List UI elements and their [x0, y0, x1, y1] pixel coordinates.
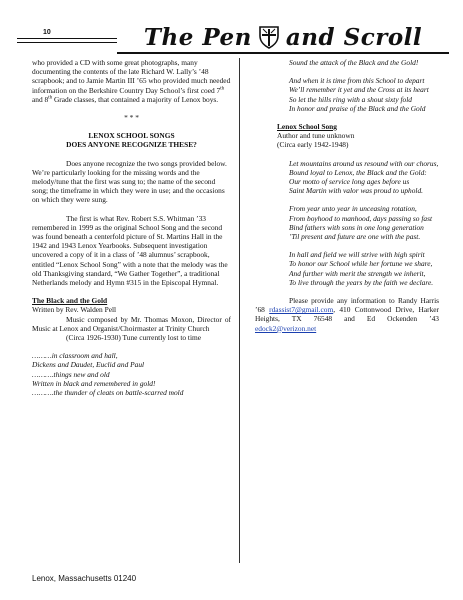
song2-verse-line: Let mountains around us resound with our chorus, — [289, 158, 439, 168]
section-heading-line1: LENOX SCHOOL SONGS — [88, 131, 175, 141]
song1-music: Music composed by Mr. Thomas Moxon, Director of Music at Lenox and Organist/Choirmaster at Trinity Church — [32, 314, 231, 333]
masthead-title — [117, 22, 449, 52]
header-rule-bottom — [17, 42, 117, 43]
right-column — [255, 58, 439, 333]
shield-crest-icon — [258, 25, 280, 49]
contact-paragraph: Please provide any information to Randy Harris ’68 rdassist7@gmail.com, 410 Cottonwood Drive, Harker Heights, TX 76548 and Ed Ockenden ’43 edock2@verizon.net — [255, 296, 440, 333]
song2-verse-line: Our motto of service long ages before us — [289, 177, 410, 187]
masthead-text-after: and Scroll — [285, 23, 423, 51]
song2-author: Author and tune unknown — [277, 131, 355, 141]
song1-verse-line: Dickens and Daudet, Euclid and Paul — [32, 360, 145, 370]
song2-circa: (Circa early 1942-1948) — [277, 140, 349, 150]
song1-verse-line: Sound the attack of the Black and the Gold! — [289, 58, 419, 67]
song1-author: Written by Rev. Walden Pell — [32, 305, 117, 315]
song2-verse-line: From boyhood to manhood, days passing so fast — [289, 213, 433, 223]
song2-verse-line: In hall and field we will strive with high spirit — [289, 250, 425, 260]
song1-verse-line: ………in classroom and hall, — [32, 351, 118, 361]
song2-verse-line: Bind fathers with sons in one long generation — [289, 222, 424, 232]
left-column — [32, 58, 231, 397]
song1-verse-line: So let the hills ring with a shout sixty fold — [289, 94, 412, 104]
body-paragraph-1: Does anyone recognize the two songs provided below. We’re particularly looking for the missing words and the melody/tune that the first was sung to; the name of the second song; the timeframe in which they were in use; and the occasions on which they were sung. — [32, 158, 227, 205]
song1-circa: (Circa 1926-1930) Tune currently lost to time — [66, 333, 202, 343]
footer-location: Lenox, Massachusetts 01240 — [32, 574, 137, 583]
song2-verse-line: To live through the years by the faith we declare. — [289, 277, 434, 287]
masthead-text-before: The Pen — [143, 23, 252, 51]
song2-verse-line: Bound loyal to Lenox, the Black and the Gold: — [289, 167, 427, 177]
song1-verse-line: And when it is time from this School to depart — [289, 76, 425, 86]
page-number: 10 — [43, 29, 51, 36]
song2-verse-line: ’Til present and future are one with the past. — [289, 232, 421, 242]
page-header — [17, 20, 449, 56]
song2-verse-line: To honor our School while her fortune we share, — [289, 259, 433, 269]
song1-verse-line: ……….things new and old — [32, 369, 110, 379]
intro-paragraph: who provided a CD with some great photographs, many documenting the contents of the late Richard W. Lally’s ’48 scrapbook; and to Jamie Martin III ’65 who provided much needed information on the Berkshire Country Day School’s first coed 7th and 8th Grade classes, that contained a majority of Lenox boys. — [32, 58, 231, 104]
song2-verse-line: Saint Martin with valor was proud to uphold. — [289, 186, 423, 196]
song1-verse-line: We’ll remember it yet and the Cross at its heart — [289, 85, 429, 95]
song2-title: Lenox School Song — [277, 122, 337, 132]
song2-verse-line: From year unto year in unceasing rotation, — [289, 204, 417, 214]
song2-verse-line: And further with merit the strength we inherit, — [289, 268, 426, 278]
section-stars: * * * — [124, 113, 139, 123]
song1-verse-line: In honor and praise of the Black and the Gold — [289, 103, 426, 113]
column-divider — [239, 58, 240, 563]
masthead-underline — [117, 52, 449, 54]
song1-verse-line: Written in black and remembered in gold! — [32, 378, 156, 388]
section-heading-line2: DOES ANYONE RECOGNIZE THESE? — [66, 140, 197, 150]
header-rule-top — [17, 38, 117, 39]
body-paragraph-2: The first is what Rev. Robert S.S. Whitman ’33 remembered in 1999 as the original School Song and the second was found beneath a centerfold picture of St. Martins Hall in the 1942 and 1943 Lenox Yearbooks. Subsequent investigation uncovered a copy of it in a class of ’48 alumnus’ scrapbook, entitled “Lenox School Song” with a note that the melody was the old Thanksgiving standard, “We Gather Together”, a traditional Netherlands melody and Hymn #315 in the Episcopal Hymnal. — [32, 213, 228, 288]
song1-title: The Black and the Gold — [32, 296, 108, 306]
song1-verse-line: ……….the thunder of cleats on battle-scarred mold — [32, 388, 184, 398]
email-link-ed[interactable]: edock2@verizon.net — [255, 323, 317, 333]
email-link-randy[interactable]: rdassist7@gmail.com — [269, 305, 334, 315]
